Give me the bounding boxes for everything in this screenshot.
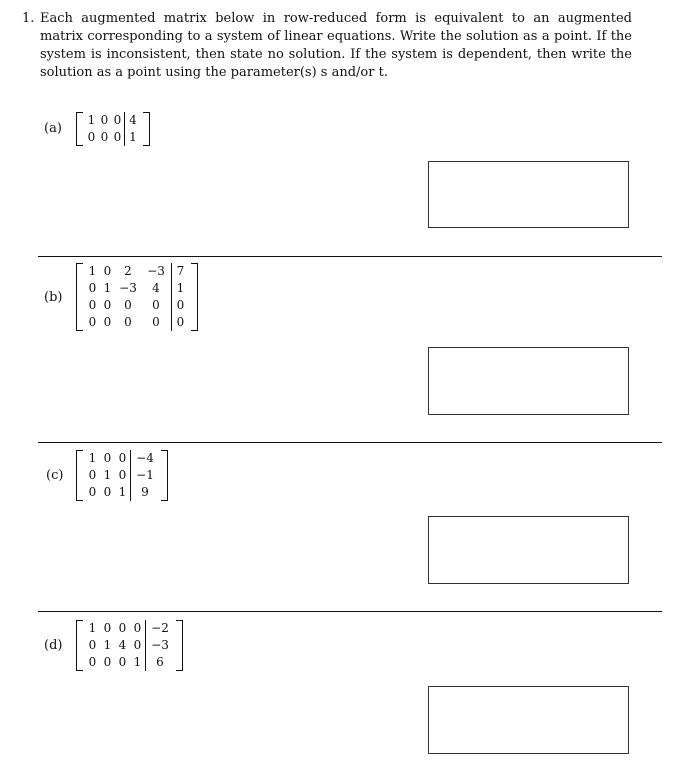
right-bracket	[161, 450, 168, 501]
matrix-entry: 0	[88, 315, 97, 329]
matrix-entry: 0	[113, 130, 122, 144]
matrix-entry: 7	[172, 263, 190, 280]
matrix-row	[85, 297, 189, 314]
left-bracket	[76, 620, 83, 671]
answer-box-a[interactable]	[428, 161, 629, 228]
matrix-row	[85, 484, 159, 501]
matrix-entry: 0	[100, 113, 109, 127]
matrix-entry: −4	[131, 450, 160, 467]
matrix-row	[85, 620, 174, 637]
matrix-row	[85, 450, 159, 467]
matrix-entry: 1	[118, 485, 127, 499]
matrix-row	[85, 314, 189, 331]
answer-box-d[interactable]	[428, 686, 629, 754]
right-bracket	[176, 620, 183, 671]
answer-box-c[interactable]	[428, 516, 629, 584]
matrix-entry: 0	[88, 655, 97, 669]
matrix-entry: 0	[103, 264, 112, 278]
matrix-entry: 0	[103, 485, 112, 499]
left-bracket	[76, 450, 83, 501]
left-bracket	[76, 112, 83, 146]
divider	[38, 256, 662, 257]
part-d-label: (d)	[44, 638, 63, 653]
part-a-matrix	[76, 112, 150, 146]
matrix-entry: 0	[88, 485, 97, 499]
matrix-entry: −3	[119, 281, 137, 295]
part-d-matrix	[76, 620, 183, 671]
matrix-row	[85, 263, 189, 280]
matrix-row	[85, 280, 189, 297]
matrix-entry: 0	[124, 315, 132, 329]
matrix-entry: 1	[87, 113, 96, 127]
part-b-label: (b)	[44, 290, 63, 305]
matrix-row	[85, 129, 141, 146]
matrix-entry: 0	[103, 315, 112, 329]
matrix-entry: 0	[124, 298, 132, 312]
matrix-entry: −2	[146, 620, 175, 637]
matrix-row	[85, 637, 174, 654]
matrix-entry: 1	[88, 621, 97, 635]
matrix-entry: 9	[131, 484, 160, 501]
matrix-entry: 0	[88, 298, 97, 312]
matrix-entry: 4	[125, 112, 142, 129]
matrix-entry: 0	[113, 113, 122, 127]
matrix-entry: 0	[103, 298, 112, 312]
matrix-entry: 0	[118, 451, 127, 465]
matrix-entry: 0	[87, 130, 96, 144]
matrix-entry: 0	[133, 638, 142, 652]
matrix-entry: 1	[88, 264, 97, 278]
answer-box-b[interactable]	[428, 347, 629, 415]
matrix-entry: 0	[118, 621, 127, 635]
matrix-entry: −3	[147, 264, 165, 278]
matrix-entry: 1	[133, 655, 142, 669]
matrix-entry: 1	[172, 280, 190, 297]
matrix-entry: 0	[172, 314, 190, 331]
matrix-entry: 0	[118, 655, 127, 669]
matrix-entry: 1	[103, 281, 112, 295]
matrix-entry: −3	[146, 637, 175, 654]
matrix-entry: 0	[103, 451, 112, 465]
matrix-entry: 0	[100, 130, 109, 144]
matrix-row	[85, 654, 174, 671]
matrix-row	[85, 112, 141, 129]
divider	[38, 611, 662, 612]
matrix-entry: 4	[118, 638, 127, 652]
matrix-entry: 0	[88, 281, 97, 295]
problem-text: Each augmented matrix below in row-reduced form is equivalent to an augmented matrix corresponding to a system of linear equations. Write the solution as a point. If the system is inconsistent, then state no solution. If the system is dependent, then write the solution as a point using the parameter(s) s and/or t.	[40, 11, 632, 80]
matrix-entry: 1	[103, 468, 112, 482]
left-bracket	[76, 263, 83, 331]
problem-statement	[22, 10, 632, 82]
matrix-entry: 0	[133, 621, 142, 635]
divider	[38, 442, 662, 443]
matrix-entry: 1	[88, 451, 97, 465]
part-c-matrix	[76, 450, 168, 501]
part-b-matrix	[76, 263, 198, 331]
matrix-row	[85, 467, 159, 484]
problem-number: 1.	[22, 11, 35, 26]
matrix-entry: 1	[125, 129, 142, 146]
matrix-entry: 6	[146, 654, 175, 671]
matrix-entry: 0	[88, 638, 97, 652]
matrix-entry: 2	[124, 264, 132, 278]
right-bracket	[191, 263, 198, 331]
part-c-label: (c)	[46, 468, 64, 483]
part-a-label: (a)	[44, 121, 62, 136]
matrix-entry: 4	[152, 281, 160, 295]
matrix-entry: 0	[152, 298, 160, 312]
matrix-entry: 0	[152, 315, 160, 329]
matrix-entry: 0	[103, 621, 112, 635]
matrix-entry: −1	[131, 467, 160, 484]
matrix-entry: 0	[118, 468, 127, 482]
matrix-entry: 1	[103, 638, 112, 652]
matrix-entry: 0	[172, 297, 190, 314]
right-bracket	[143, 112, 150, 146]
matrix-entry: 0	[88, 468, 97, 482]
matrix-entry: 0	[103, 655, 112, 669]
